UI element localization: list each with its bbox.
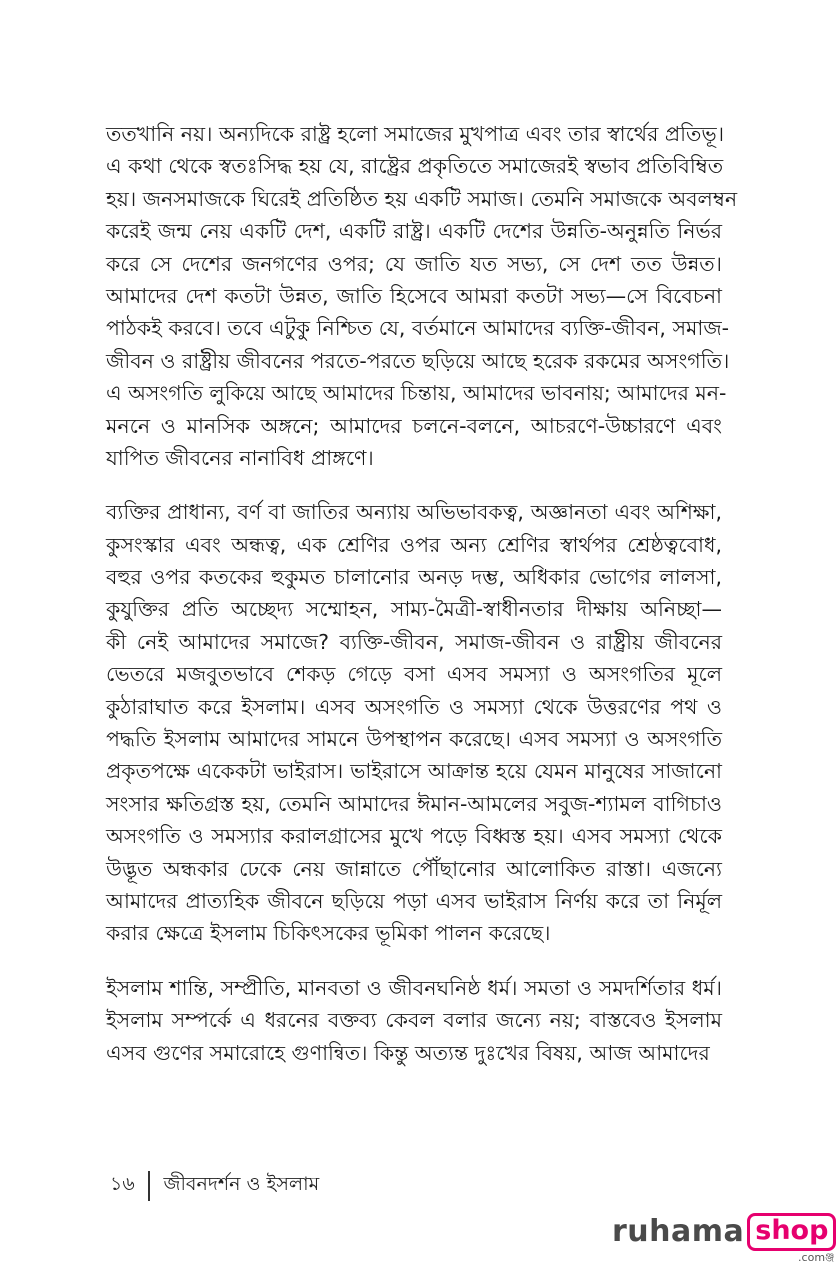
paragraph bbox=[106, 972, 722, 1069]
ruhamashop-watermark bbox=[612, 1213, 836, 1263]
text-line: ততখানি নয়। অন্যদিকে রাষ্ট্র হলো সমাজের মুখপাত্র এবং তার স্বার্থের প্রতিভূ। bbox=[106, 122, 725, 146]
text-line: পদ্ধতি ইসলাম আমাদের সামনে উপস্থাপন করেছে। এসব সমস্যা ও অসংগতি bbox=[106, 727, 722, 752]
text-line: উদ্ভূত অন্ধকার ঢেকে নেয় জান্নাতে পৌঁছানোর আলোকিত রাস্তা। এজন্যে bbox=[106, 856, 722, 881]
watermark-domain: .comঞ্জ bbox=[798, 1251, 835, 1264]
text-line: জীবন ও রাষ্ট্রীয় জীবনের পরতে-পরতে ছড়িয়ে আছে হরেক রকমের অসংগতি। bbox=[106, 348, 730, 373]
page-body bbox=[106, 118, 738, 1091]
watermark-shop-box bbox=[747, 1213, 836, 1264]
text-line: বহুর ওপর কতকের হুকুমত চালানোর অনড় দম্ভ, অধিকার ভোগের লালসা, bbox=[106, 565, 722, 590]
watermark-shop: shop bbox=[747, 1213, 836, 1251]
text-line: আমাদের প্রাত্যহিক জীবনে ছড়িয়ে পড়া এসব ভাইরাস নির্ণয় করে তা নির্মূল bbox=[106, 888, 722, 913]
page-footer bbox=[110, 1170, 319, 1202]
text-line: কুযুক্তির প্রতি অচ্ছেদ্য সম্মোহন, সাম্য-মৈত্রী-স্বাধীনতার দীক্ষায় অনিচ্ছা— bbox=[106, 597, 722, 622]
watermark-brand: ruhama bbox=[612, 1214, 745, 1249]
text-line: পাঠকই করবে। তবে এটুকু নিশ্চিত যে, বর্তমানে আমাদের ব্যক্তি-জীবন, সমাজ- bbox=[106, 316, 730, 341]
text-line: এসব গুণের সমারোহে গুণান্বিত। কিন্তু অত্যন্ত দুঃখের বিষয়, আজ আমাদের bbox=[106, 1040, 710, 1065]
text-line: করেই জন্ম নেয় একটি দেশ, একটি রাষ্ট্র। একটি দেশের উন্নতি-অনুন্নতি নির্ভর bbox=[106, 219, 722, 244]
text-line: কী নেই আমাদের সমাজে? ব্যক্তি-জীবন, সমাজ-জীবন ও রাষ্ট্রীয় জীবনের bbox=[106, 629, 722, 654]
text-line: যাপিত জীবনের নানাবিধ প্রাঙ্গণে। bbox=[106, 445, 374, 470]
footer-divider bbox=[148, 1171, 150, 1201]
text-line: ইসলাম সম্পর্কে এ ধরনের বক্তব্য কেবল বলার জন্যে নয়; বাস্তবেও ইসলাম bbox=[106, 1008, 722, 1033]
paragraph bbox=[106, 118, 738, 474]
text-line: মননে ও মানসিক অঙ্গনে; আমাদের চলনে-বলনে, আচরণে-উচ্চারণে এবং bbox=[106, 413, 722, 438]
text-line: প্রকৃতপক্ষে একেকটা ভাইরাস। ভাইরাসে আক্রান্ত হয়ে যেমন মানুষের সাজানো bbox=[106, 759, 722, 784]
text-line: করে সে দেশের জনগণের ওপর; যে জাতি যত সভ্য, সে দেশ তত উন্নত। bbox=[106, 251, 722, 276]
text-line: কুঠারাঘাত করে ইসলাম। এসব অসংগতি ও সমস্যা থেকে উত্তরণের পথ ও bbox=[106, 694, 722, 719]
text-line: কুসংস্কার এবং অন্ধত্ব, এক শ্রেণির ওপর অন্য শ্রেণির স্বার্থপর শ্রেষ্ঠত্ববোধ, bbox=[106, 532, 722, 557]
paragraph bbox=[106, 496, 722, 949]
text-line: ভেতরে মজবুতভাবে শেকড় গেড়ে বসা এসব সমস্যা ও অসংগতির মূলে bbox=[106, 662, 722, 687]
text-line: ইসলাম শান্তি, সম্প্রীতি, মানবতা ও জীবনঘনিষ্ঠ ধর্ম। সমতা ও সমদর্শিতার ধর্ম। bbox=[106, 975, 722, 1000]
text-line: এ কথা থেকে স্বতঃসিদ্ধ হয় যে, রাষ্ট্রের প্রকৃতিতে সমাজেরই স্বভাব প্রতিবিম্বিত bbox=[106, 154, 724, 179]
text-line: অসংগতি ও সমস্যার করালগ্রাসের মুখে পড়ে বিধ্বস্ত হয়। এসব সমস্যা থেকে bbox=[106, 824, 722, 849]
text-line: আমাদের দেশ কতটা উন্নত, জাতি হিসেবে আমরা কতটা সভ্য—সে বিবেচনা bbox=[106, 283, 722, 308]
text-line: সংসার ক্ষতিগ্রস্ত হয়, তেমনি আমাদের ঈমান-আমলের সবুজ-শ্যামল বাগিচাও bbox=[106, 791, 722, 816]
text-line: ব্যক্তির প্রাধান্য, বর্ণ বা জাতির অন্যায় অভিভাবকত্ব, অজ্ঞানতা এবং অশিক্ষা, bbox=[106, 500, 722, 525]
text-line: এ অসংগতি লুকিয়ে আছে আমাদের চিন্তায়, আমাদের ভাবনায়; আমাদের মন- bbox=[106, 381, 727, 406]
text-line: করার ক্ষেত্রে ইসলাম চিকিৎসকের ভূমিকা পালন করেছে। bbox=[106, 921, 551, 946]
book-title: জীবনদর্শন ও ইসলাম bbox=[163, 1173, 320, 1195]
text-line: হয়। জনসমাজকে ঘিরেই প্রতিষ্ঠিত হয় একটি সমাজ। তেমনি সমাজকে অবলম্বন bbox=[106, 186, 738, 211]
page-number: ১৬ bbox=[110, 1173, 135, 1195]
